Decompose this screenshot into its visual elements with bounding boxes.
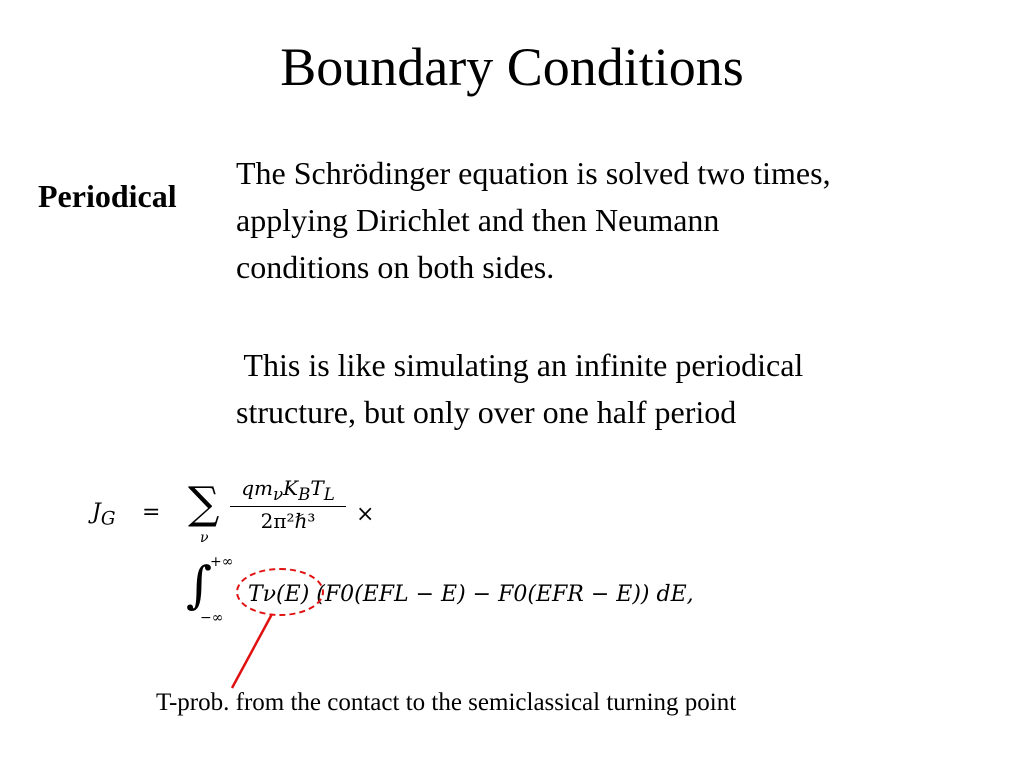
paragraph-line: applying Dirichlet and then Neumann bbox=[236, 202, 720, 238]
integral-lower-limit: −∞ bbox=[200, 610, 224, 626]
fraction-numerator: $qm_\nu K_BT_L$ bbox=[230, 476, 346, 507]
formula-times: × bbox=[356, 502, 375, 527]
paragraph-line: This is like simulating an infinite periodical bbox=[236, 347, 804, 383]
transmission-highlight-ring bbox=[236, 568, 324, 616]
integral-upper-limit: +∞ bbox=[210, 554, 234, 570]
fraction-denominator: 2π²ℏ³ bbox=[260, 509, 316, 533]
paragraph-line: The Schrödinger equation is solved two times, bbox=[236, 155, 831, 191]
integral-symbol: ∫ bbox=[186, 556, 213, 614]
paragraph-line: structure, but only over one half period bbox=[236, 394, 737, 430]
formula-integrand: Tν(E) (F0(EFL − E) − F0(EFR − E)) dE, bbox=[248, 582, 694, 607]
section-label: Periodical bbox=[38, 178, 177, 214]
slide-title: Boundary Conditions bbox=[280, 37, 744, 97]
formula-lhs: $J_G$ bbox=[92, 500, 116, 530]
sum-symbol: ∑ bbox=[188, 478, 220, 529]
paragraph-solving-method bbox=[236, 150, 996, 291]
paragraph-simulation-note bbox=[236, 342, 996, 436]
current-formula bbox=[88, 470, 748, 640]
formula-equals: = bbox=[142, 500, 161, 525]
sum-index: ν bbox=[200, 530, 209, 546]
formula-fraction bbox=[230, 476, 346, 533]
paragraph-line: conditions on both sides. bbox=[236, 249, 555, 285]
formula-caption: T-prob. from the contact to the semiclassical turning point bbox=[156, 689, 737, 716]
